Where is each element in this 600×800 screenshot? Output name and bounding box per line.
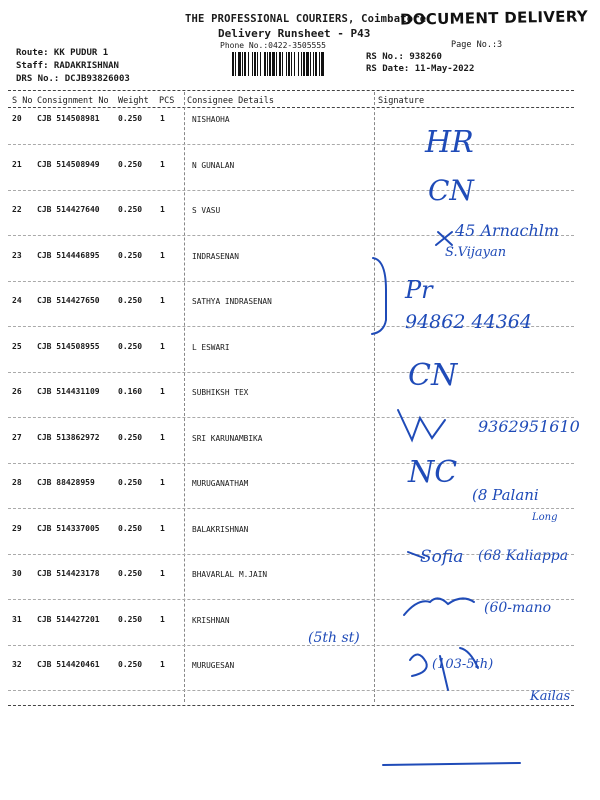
column-header-weight: Weight — [118, 96, 149, 106]
row-consignment: CJB 514431109 — [37, 387, 100, 396]
row-pcs: 1 — [160, 523, 165, 533]
row-consignment: CJB 514427650 — [37, 296, 100, 305]
sig-32: Kailas — [530, 689, 571, 704]
row-pcs: 1 — [160, 614, 165, 624]
sig-27: NC — [408, 455, 458, 490]
row-consignee: SRI KARUNAMBIKA — [192, 433, 263, 443]
row-pcs: 1 — [160, 387, 165, 396]
row-sno: 32 — [12, 660, 22, 669]
page-number: Page No.:3 — [451, 40, 503, 50]
sig-31a: (5th st) — [308, 630, 360, 646]
row-pcs: 1 — [160, 159, 165, 169]
row-pcs: 1 — [160, 250, 165, 260]
row-consignment: CJB 513862972 — [37, 432, 100, 442]
sig-25: CN — [408, 358, 458, 393]
row-consignee: N GUNALAN — [192, 160, 235, 170]
document-delivery-stamp: DOCUMENT DELIVERY — [399, 7, 589, 29]
row-consignment: CJB 514508955 — [37, 341, 100, 351]
row-weight: 0.250 — [118, 341, 143, 351]
row-sno: 29 — [12, 523, 22, 533]
row-consignee: NISHAOHA — [192, 115, 230, 124]
row-sno: 21 — [12, 159, 22, 169]
rs-number: RS No.: 938260 — [366, 52, 442, 62]
row-consignment: CJB 514427201 — [37, 614, 100, 624]
row-consignee: S VASU — [192, 206, 221, 215]
row-consignee: BALAKRISHNAN — [192, 524, 249, 534]
sig-24: 94862 44364 — [405, 311, 532, 333]
rs-date: RS Date: 11-May-2022 — [366, 64, 475, 74]
row-consignment: CJB 88428959 — [37, 478, 95, 487]
row-weight: 0.250 — [118, 432, 143, 442]
row-sno: 20 — [12, 114, 22, 123]
column-header-pcs: PCS — [159, 96, 175, 106]
row-pcs: 1 — [160, 114, 165, 123]
row-consignee: L ESWARI — [192, 342, 230, 352]
sig-26: 9362951610 — [478, 417, 580, 436]
row-consignment: CJB 514423178 — [37, 569, 100, 578]
sig-22a: 45 Arnachlm — [455, 221, 560, 240]
row-consignment: CJB 514427640 — [37, 205, 100, 214]
sig-29b: (68 Kaliappa — [478, 548, 569, 564]
row-consignee: KRISHNAN — [192, 615, 230, 625]
row-consignment: CJB 514420461 — [37, 660, 100, 669]
row-sno: 28 — [12, 478, 22, 487]
staff-label: Staff: RADAKRISHNAN — [16, 61, 119, 71]
row-consignment: CJB 514446895 — [37, 250, 100, 260]
row-consignment: CJB 514508949 — [37, 159, 100, 169]
sig-23: Pr — [405, 276, 433, 304]
phone-number: Phone No.:0422-3505555 — [220, 41, 326, 50]
row-consignee: INDRASENAN — [192, 251, 239, 261]
column-header-sno: S No — [12, 96, 33, 106]
row-sno: 22 — [12, 205, 22, 214]
row-weight: 0.250 — [118, 523, 143, 533]
sig-29a: Sofia — [420, 547, 464, 567]
row-pcs: 1 — [160, 660, 165, 669]
sig-31b: (103-5th) — [432, 657, 494, 672]
row-consignee: BHAVARLAL M.JAIN — [192, 570, 268, 579]
row-sno: 27 — [12, 432, 22, 442]
sig-28a: (8 Palani — [472, 486, 539, 504]
row-consignment: CJB 514337005 — [37, 523, 100, 533]
signature-stroke-22 — [436, 232, 452, 245]
row-consignee: SUBHIKSH TEX — [192, 388, 249, 397]
row-pcs: 1 — [160, 205, 165, 214]
row-weight: 0.250 — [118, 159, 143, 169]
row-pcs: 1 — [160, 432, 165, 442]
row-weight: 0.250 — [118, 250, 143, 260]
row-consignee: SATHYA INDRASENAN — [192, 297, 272, 306]
sig-21: CN — [428, 174, 474, 207]
row-sno: 25 — [12, 341, 22, 351]
row-sno: 23 — [12, 250, 22, 260]
row-sno: 26 — [12, 387, 22, 396]
row-pcs: 1 — [160, 478, 165, 487]
row-weight: 0.160 — [118, 387, 143, 396]
drs-number: DRS No.: DCJB93826003 — [16, 74, 130, 84]
signature-stroke-30 — [404, 598, 474, 615]
row-consignment: CJB 514508981 — [37, 114, 100, 123]
sig-28b: Long — [532, 512, 558, 523]
runsheet-title: Delivery Runsheet - P43 — [218, 27, 371, 40]
column-header-signature: Signature — [378, 96, 425, 106]
row-consignee: MURUGANATHAM — [192, 479, 249, 488]
sig-20: HR — [425, 125, 474, 160]
signature-stroke-26 — [398, 410, 445, 440]
column-header-consignee: Consignee Details — [187, 96, 274, 106]
row-pcs: 1 — [160, 569, 165, 578]
row-pcs: 1 — [160, 341, 165, 351]
bracket-stroke — [372, 258, 386, 334]
row-weight: 0.250 — [118, 478, 143, 487]
row-weight: 0.250 — [118, 614, 143, 624]
sig-30: (60-mano — [484, 600, 552, 616]
row-weight: 0.250 — [118, 660, 143, 669]
row-weight: 0.250 — [118, 569, 143, 578]
sig-22b: S.Vijayan — [445, 245, 507, 260]
company-title: THE PROFESSIONAL COURIERS, Coimbatore — [185, 13, 427, 25]
route-label: Route: KK PUDUR 1 — [16, 48, 109, 58]
row-pcs: 1 — [160, 296, 165, 305]
row-sno: 31 — [12, 614, 22, 624]
row-weight: 0.250 — [118, 114, 143, 123]
footer-scribble — [383, 763, 520, 765]
row-sno: 24 — [12, 296, 22, 305]
row-sno: 30 — [12, 569, 22, 578]
row-weight: 0.250 — [118, 205, 143, 214]
column-header-consignment: Consignment No — [37, 96, 109, 106]
row-weight: 0.250 — [118, 296, 143, 305]
row-consignee: MURUGESAN — [192, 661, 235, 670]
